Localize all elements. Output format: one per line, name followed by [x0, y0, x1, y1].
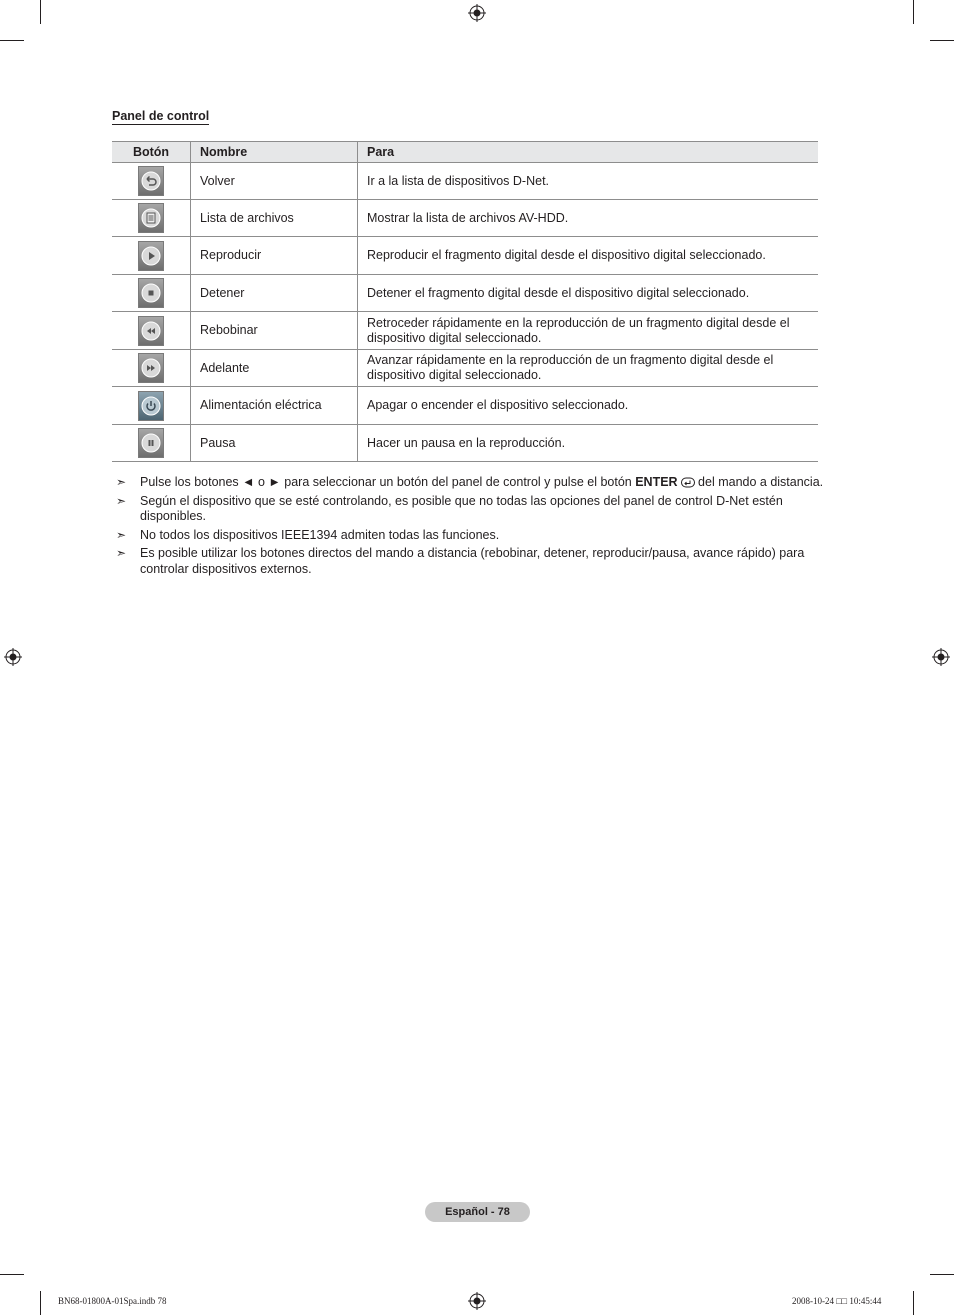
- row-para: Ir a la lista de dispositivos D-Net.: [358, 163, 819, 200]
- row-nombre: Detener: [191, 275, 358, 312]
- note-text: del mando a distancia.: [694, 475, 824, 489]
- header-para: Para: [358, 142, 819, 163]
- fast-forward-icon: [138, 353, 164, 383]
- row-nombre: Lista de archivos: [191, 200, 358, 237]
- crop-mark: [913, 1291, 914, 1315]
- button-cell: [112, 312, 191, 350]
- row-para: Detener el fragmento digital desde el dispositivo digital seleccionado.: [358, 275, 819, 312]
- table-row: [112, 237, 818, 275]
- note-arrow-icon: ➣: [116, 493, 127, 508]
- registration-mark-icon: [468, 4, 486, 22]
- note-arrow-icon: ➣: [116, 546, 127, 560]
- return-icon: [138, 166, 164, 196]
- row-nombre: Pausa: [191, 425, 358, 462]
- crop-mark: [0, 40, 24, 41]
- header-nombre: Nombre: [191, 142, 358, 163]
- table-row: [112, 350, 818, 387]
- file-list-icon: [138, 203, 164, 233]
- stop-icon: [138, 278, 164, 308]
- row-nombre: Adelante: [191, 350, 358, 387]
- crop-mark: [40, 0, 41, 24]
- footer-timestamp: 2008-10-24 □□ 10:45:44: [792, 1296, 882, 1306]
- header-boton: Botón: [112, 142, 191, 163]
- row-para: Reproducir el fragmento digital desde el dispositivo digital seleccionado.: [358, 237, 819, 275]
- note-arrow-icon: ➣: [116, 475, 127, 489]
- note-text: Es posible utilizar los botones directos del mando a distancia (rebobinar, detener, reproducir/pausa, avance rápido) para controlar dispositivos externos.: [140, 546, 805, 576]
- rewind-icon: [138, 316, 164, 346]
- button-cell: [112, 163, 191, 200]
- play-icon: [138, 241, 164, 271]
- enter-icon: [681, 477, 695, 488]
- row-nombre: Rebobinar: [191, 312, 358, 350]
- row-nombre: Alimentación eléctrica: [191, 387, 358, 425]
- table-row: [112, 387, 818, 425]
- row-nombre: Reproducir: [191, 237, 358, 275]
- button-cell: [112, 237, 191, 275]
- table-row: [112, 275, 818, 312]
- button-cell: [112, 275, 191, 312]
- crop-mark: [913, 0, 914, 24]
- table-row: [112, 200, 818, 237]
- crop-mark: [930, 40, 954, 41]
- note-item: [112, 528, 828, 544]
- note-text: Pulse los botones ◄ o ► para seleccionar un botón del panel de control y pulse el botón: [140, 475, 636, 489]
- row-para: Avanzar rápidamente en la reproducción de un fragmento digital desde el dispositivo digital seleccionado.: [358, 350, 819, 387]
- enter-label: ENTER: [635, 475, 678, 489]
- section-title: Panel de control: [112, 109, 210, 123]
- note-text: Según el dispositivo que se esté controlando, es posible que no todas las opciones del panel de control D-Net estén disponibles.: [140, 493, 783, 523]
- note-text: No todos los dispositivos IEEE1394 admiten todas las funciones.: [140, 527, 500, 542]
- registration-mark-icon: [932, 648, 950, 666]
- power-icon: [138, 391, 164, 421]
- button-cell: [112, 350, 191, 387]
- crop-mark: [40, 1291, 41, 1315]
- notes-list: [112, 475, 828, 580]
- button-cell: [112, 387, 191, 425]
- note-item: [112, 494, 828, 525]
- note-item: [112, 546, 828, 577]
- table-row: [112, 163, 818, 200]
- table-row: [112, 312, 818, 350]
- registration-mark-icon: [4, 648, 22, 666]
- row-para: Apagar o encender el dispositivo seleccionado.: [358, 387, 819, 425]
- control-panel-table: [112, 141, 818, 462]
- crop-mark: [0, 1274, 24, 1275]
- note-item: [112, 475, 828, 491]
- table-header-row: [112, 142, 818, 163]
- button-cell: [112, 425, 191, 462]
- registration-mark-icon: [468, 1292, 486, 1310]
- row-para: Hacer un pausa en la reproducción.: [358, 425, 819, 462]
- row-nombre: Volver: [191, 163, 358, 200]
- table-row: [112, 425, 818, 462]
- page-number-badge: Español - 78: [425, 1202, 530, 1222]
- button-cell: [112, 200, 191, 237]
- pause-icon: [138, 428, 164, 458]
- note-arrow-icon: ➣: [116, 527, 127, 542]
- row-para: Retroceder rápidamente en la reproducción de un fragmento digital desde el dispositivo digital seleccionado.: [358, 312, 819, 350]
- crop-mark: [930, 1274, 954, 1275]
- footer-file-name: BN68-01800A-01Spa.indb 78: [58, 1296, 167, 1306]
- row-para: Mostrar la lista de archivos AV-HDD.: [358, 200, 819, 237]
